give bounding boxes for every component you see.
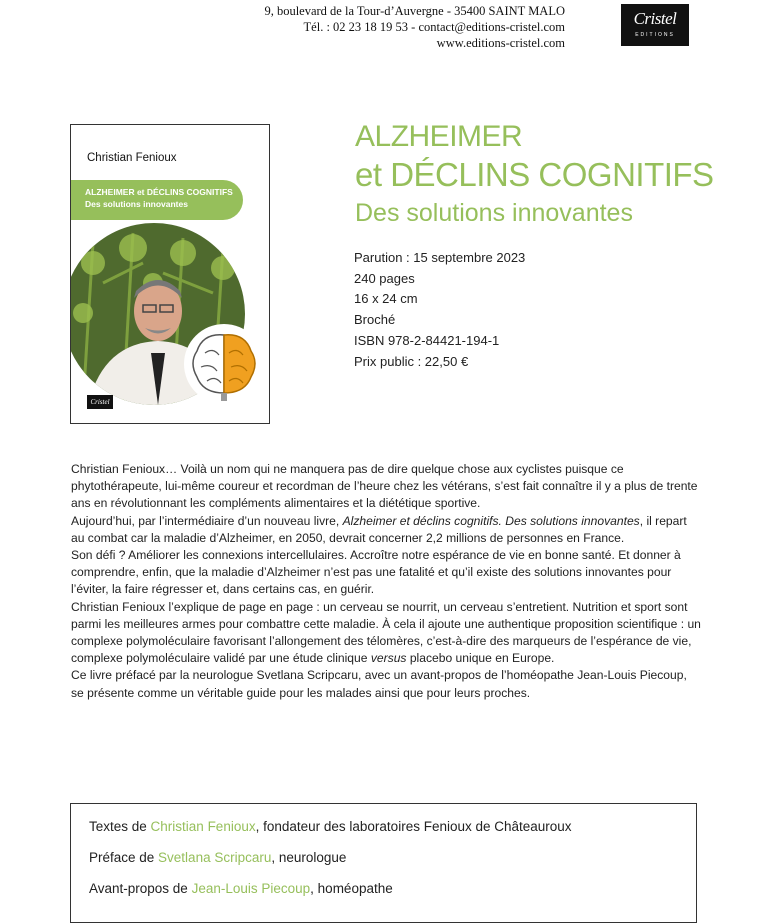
page-count: 240 pages (354, 270, 415, 286)
credit-texts-suffix: , fondateur des laboratoires Fenioux de Châteauroux (255, 819, 572, 834)
logo-word: Cristel (633, 9, 677, 28)
credit-texts (89, 818, 696, 849)
credit-foreword (89, 880, 696, 911)
author-name-link[interactable]: Christian Fenioux (150, 819, 256, 834)
p4-text-after: placebo unique en Europe. (406, 651, 555, 666)
brain-icon (183, 323, 265, 405)
description-paragraph-1: Christian Fenioux… Voilà un nom qui ne manquera pas de dire quelque chose aux cyclistes puisque ce phytothérapeute, lui-même coureur et recordman de l’heure chez les vétérans, s’est fait connaître il y a plus de trente ans en révolutionnant les compléments alimentaires et la diététique sportive. (71, 462, 698, 511)
publication-date: Parution : 15 septembre 2023 (354, 250, 526, 265)
p2-book-title: Alzheimer et déclins cognitifs. Des solutions innovantes (342, 513, 640, 528)
credit-foreword-prefix: Avant-propos de (89, 881, 192, 896)
description-paragraph-4 (71, 599, 701, 668)
credit-preface-suffix: , neurologue (271, 850, 347, 865)
preface-author-link[interactable]: Svetlana Scripcaru (158, 850, 272, 865)
book-title-line2: et DÉCLINS COGNITIFS (355, 156, 714, 193)
description-paragraph-2 (71, 513, 701, 547)
binding-type: Broché (354, 312, 396, 328)
p4-text-before: Christian Fenioux l’explique de page en page : un cerveau se nourrit, un cerveau s’entretient. Nutrition et sport sont parmi les meilleures armes pour combattre cette maladie. À cela il ajoute une authentique proposition scientifique : un complexe polymoléculaire favorisant l’allongement des télomères, c’est-à-dire des marqueurs de l’espérance de vie, complexe polymoléculaire validé par une étude clinique (71, 599, 701, 666)
publisher-contact[interactable]: Tél. : 02 23 18 19 53 - contact@editions-cristel.com (303, 20, 565, 34)
publisher-website[interactable]: www.editions-cristel.com (436, 36, 565, 50)
credit-preface-prefix: Préface de (89, 850, 159, 865)
p4-italic-word: versus (370, 651, 407, 666)
p2-text-before: Aujourd’hui, par l’intermédiaire d’un nouveau livre, (71, 513, 343, 528)
credit-foreword-suffix: , homéopathe (310, 881, 393, 896)
isbn: ISBN 978-2-84421-194-1 (354, 332, 500, 348)
cover-author: Christian Fenioux (87, 152, 177, 164)
cover-publisher-logo: Cristel (87, 395, 113, 409)
credit-texts-prefix: Textes de (89, 819, 151, 834)
book-format: 16 x 24 cm (354, 291, 418, 307)
cover-title-banner (71, 180, 243, 220)
cover-title-line1: ALZHEIMER et DÉCLINS COGNITIFS (85, 187, 233, 197)
book-details (354, 248, 525, 372)
cover-title-line2: Des solutions innovantes (85, 199, 188, 209)
publisher-header (264, 3, 565, 51)
credit-preface (89, 849, 696, 880)
book-subtitle: Des solutions innovantes (355, 199, 633, 227)
description-paragraph-3: Son défi ? Améliorer les connexions intercellulaires. Accroître notre espérance de vie en bonne santé. Et donner à comprendre, enfin, que la maladie d’Alzheimer n’est pas une fatalité et qu’il existe des solutions innovantes pour l’éviter, la faire régresser et, dans certains cas, en guérir. (71, 548, 681, 597)
public-price: Prix public : 22,50 € (354, 353, 469, 369)
p2-text-after: , il repart au combat car la maladie d’Alzheimer, en 2050, devrait concerner 2,2 millions de personnes en France. (71, 513, 687, 545)
book-title-line1: ALZHEIMER (355, 120, 523, 153)
cristel-logo (621, 4, 689, 46)
logo-sub: EDITIONS (635, 32, 675, 38)
publisher-address: 9, boulevard de la Tour-d’Auvergne - 35400 SAINT MALO (264, 4, 565, 18)
foreword-author-link[interactable]: Jean-Louis Piecoup (191, 881, 311, 896)
credits-box (70, 803, 697, 923)
description-paragraph-5: Ce livre préfacé par la neurologue Svetlana Scripcaru, avec un avant-propos de l’homéopathe Jean-Louis Piecoup, se présente comme un véritable guide pour les malades ainsi que pour leurs proches. (71, 668, 687, 700)
book-description (71, 461, 701, 702)
book-title-block (355, 118, 714, 230)
book-cover (70, 124, 270, 424)
